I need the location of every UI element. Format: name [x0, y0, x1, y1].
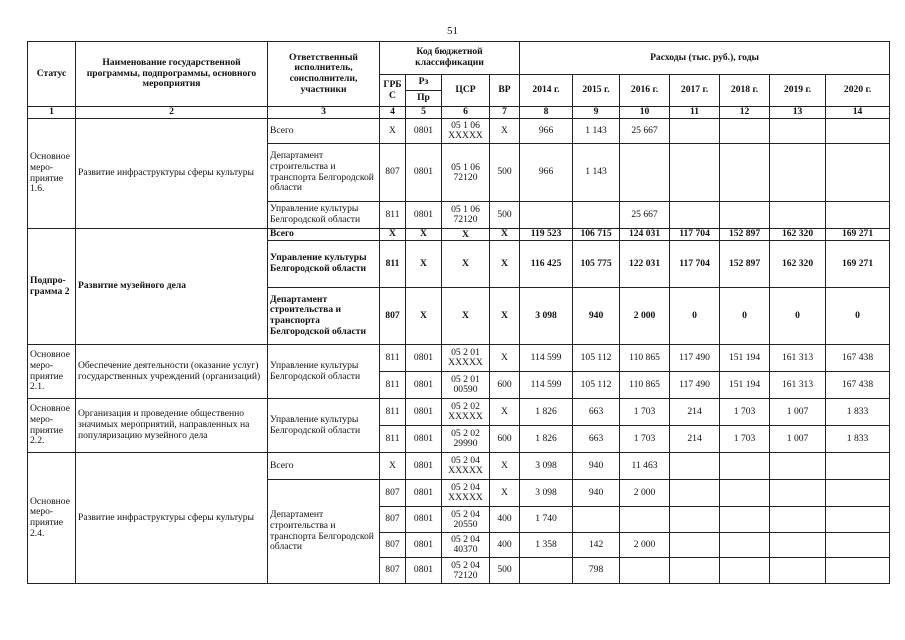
expense-value-cell [826, 480, 890, 507]
expense-value-cell: 105 112 [573, 372, 620, 399]
csr-cell: 05 2 02 29990 [442, 426, 490, 453]
grbs-cell: Х [380, 453, 406, 480]
expense-value-cell [826, 533, 890, 558]
column-numbers-row [28, 107, 890, 119]
expense-value-cell [770, 507, 826, 533]
header-year: 2019 г. [770, 75, 826, 107]
grbs-cell: 811 [380, 241, 406, 288]
expense-value-cell: 1 833 [826, 399, 890, 426]
header-vr: ВР [490, 75, 520, 107]
expense-value-cell: 119 523 [520, 229, 573, 241]
expense-value-cell: 151 194 [720, 345, 770, 372]
responsible-cell: Департамент строительства и транспорта Белгородской области [268, 480, 380, 584]
csr-cell: 05 1 06 72120 [442, 202, 490, 229]
rzpr-cell: 0801 [406, 533, 442, 558]
expense-value-cell [770, 480, 826, 507]
column-number: 9 [573, 107, 620, 119]
expense-value-cell: 2 000 [620, 533, 670, 558]
expense-value-cell: 214 [670, 399, 720, 426]
expense-value-cell: 110 865 [620, 372, 670, 399]
expense-value-cell [826, 119, 890, 144]
expense-value-cell: 161 313 [770, 345, 826, 372]
expense-value-cell: 106 715 [573, 229, 620, 241]
vr-cell: Х [490, 229, 520, 241]
responsible-cell: Управление культуры Белгородской области [268, 241, 380, 288]
column-number: 4 [380, 107, 406, 119]
expense-value-cell: 1 740 [520, 507, 573, 533]
grbs-cell: 807 [380, 480, 406, 507]
expense-value-cell: 1 703 [620, 399, 670, 426]
expense-value-cell [670, 480, 720, 507]
header-budget-code: Код бюджетной классификации [380, 42, 520, 75]
expense-value-cell [670, 119, 720, 144]
csr-cell: 05 1 06 ХХХХХ [442, 119, 490, 144]
expense-value-cell: 162 320 [770, 241, 826, 288]
column-number: 8 [520, 107, 573, 119]
expense-value-cell: 1 833 [826, 426, 890, 453]
table-row [28, 399, 890, 426]
expense-value-cell [670, 144, 720, 202]
responsible-cell: Всего [268, 453, 380, 480]
expense-value-cell: 116 425 [520, 241, 573, 288]
expense-value-cell: 2 000 [620, 288, 670, 345]
expense-value-cell: 1 703 [620, 426, 670, 453]
expense-value-cell: 3 098 [520, 288, 573, 345]
responsible-cell: Всего [268, 229, 380, 241]
rzpr-cell: 0801 [406, 119, 442, 144]
expense-value-cell: 966 [520, 119, 573, 144]
expense-value-cell: 167 438 [826, 345, 890, 372]
name-cell: Развитие инфраструктуры сферы культуры [76, 119, 268, 229]
expense-value-cell: 663 [573, 426, 620, 453]
expense-value-cell [670, 453, 720, 480]
expense-value-cell [670, 558, 720, 584]
expense-value-cell: 124 031 [620, 229, 670, 241]
column-number: 5 [406, 107, 442, 119]
grbs-cell: 811 [380, 399, 406, 426]
grbs-cell: 811 [380, 202, 406, 229]
status-cell: Подпро-грамма 2 [28, 229, 76, 345]
column-number: 12 [720, 107, 770, 119]
expense-value-cell: 3 098 [520, 453, 573, 480]
column-number: 13 [770, 107, 826, 119]
expense-value-cell: 117 490 [670, 345, 720, 372]
header-responsible: Ответственный исполнитель, соисполнители, участники [268, 42, 380, 107]
expense-value-cell [670, 507, 720, 533]
csr-cell: 05 2 04 40370 [442, 533, 490, 558]
grbs-cell: 807 [380, 144, 406, 202]
header-status: Статус [28, 42, 76, 107]
expense-value-cell [573, 507, 620, 533]
expense-value-cell: 142 [573, 533, 620, 558]
table-row [28, 229, 890, 241]
csr-cell: 05 2 01 ХХХХХ [442, 345, 490, 372]
expense-value-cell: 1 358 [520, 533, 573, 558]
rzpr-cell: 0801 [406, 453, 442, 480]
expense-value-cell: 110 865 [620, 345, 670, 372]
header-csr: ЦСР [442, 75, 490, 107]
expense-value-cell: 1 007 [770, 426, 826, 453]
expense-value-cell: 1 143 [573, 119, 620, 144]
responsible-cell: Департамент строительства и транспорта Белгородской области [268, 288, 380, 345]
table-row [28, 119, 890, 144]
expense-value-cell: 161 313 [770, 372, 826, 399]
expense-value-cell: 1 826 [520, 426, 573, 453]
expense-value-cell: 214 [670, 426, 720, 453]
expense-value-cell: 114 599 [520, 345, 573, 372]
rzpr-cell: Х [406, 241, 442, 288]
column-number: 11 [670, 107, 720, 119]
expense-value-cell [520, 202, 573, 229]
name-cell: Развитие музейного дела [76, 229, 268, 345]
header-year: 2015 г. [573, 75, 620, 107]
rzpr-cell: 0801 [406, 507, 442, 533]
header-year: 2020 г. [826, 75, 890, 107]
column-number: 1 [28, 107, 76, 119]
grbs-cell: 807 [380, 533, 406, 558]
expense-value-cell: 0 [720, 288, 770, 345]
vr-cell: Х [490, 453, 520, 480]
responsible-cell: Управление культуры Белгородской области [268, 202, 380, 229]
csr-cell: 05 2 04 ХХХХХ [442, 480, 490, 507]
expense-value-cell [826, 507, 890, 533]
vr-cell: 500 [490, 202, 520, 229]
responsible-cell: Департамент строительства и транспорта Белгородской области [268, 144, 380, 202]
expense-value-cell [620, 558, 670, 584]
expense-value-cell: 0 [770, 288, 826, 345]
vr-cell: Х [490, 119, 520, 144]
expense-value-cell [620, 507, 670, 533]
expense-value-cell [670, 533, 720, 558]
grbs-cell: 807 [380, 507, 406, 533]
expense-value-cell: 0 [826, 288, 890, 345]
expense-value-cell [770, 533, 826, 558]
name-cell: Обеспечение деятельности (оказание услуг) государственных учреждений (организаций) [76, 345, 268, 399]
expense-value-cell: 117 704 [670, 241, 720, 288]
column-number: 14 [826, 107, 890, 119]
csr-cell: 05 2 02 ХХХХХ [442, 399, 490, 426]
name-cell: Организация и проведение общественно значимых мероприятий, направленных на популяризацию музейного дела [76, 399, 268, 453]
rzpr-cell: 0801 [406, 399, 442, 426]
expense-value-cell: 167 438 [826, 372, 890, 399]
expense-value-cell [770, 144, 826, 202]
header-pr: Пр [406, 91, 442, 107]
header-name: Наименование государственной программы, подпрограммы, основного мероприятия [76, 42, 268, 107]
expense-value-cell: 1 826 [520, 399, 573, 426]
vr-cell: Х [490, 399, 520, 426]
header-year: 2014 г. [520, 75, 573, 107]
rzpr-cell: 0801 [406, 345, 442, 372]
expense-value-cell [826, 202, 890, 229]
rzpr-cell: 0801 [406, 558, 442, 584]
vr-cell: 500 [490, 144, 520, 202]
expense-value-cell [770, 558, 826, 584]
status-cell: Основное меро-приятие 1.6. [28, 119, 76, 229]
rzpr-cell: 0801 [406, 426, 442, 453]
column-number: 3 [268, 107, 380, 119]
table-row [28, 345, 890, 372]
grbs-cell: Х [380, 229, 406, 241]
vr-cell: 500 [490, 558, 520, 584]
expense-value-cell: 117 490 [670, 372, 720, 399]
column-number: 6 [442, 107, 490, 119]
expense-value-cell: 151 194 [720, 372, 770, 399]
header-grbs: ГРБ С [380, 75, 406, 107]
expense-value-cell: 169 271 [826, 229, 890, 241]
expense-value-cell: 966 [520, 144, 573, 202]
expense-value-cell: 11 463 [620, 453, 670, 480]
expense-value-cell: 940 [573, 288, 620, 345]
vr-cell: Х [490, 345, 520, 372]
header-year: 2018 г. [720, 75, 770, 107]
header-year: 2016 г. [620, 75, 670, 107]
expense-value-cell [826, 453, 890, 480]
expense-value-cell: 152 897 [720, 229, 770, 241]
vr-cell: Х [490, 288, 520, 345]
grbs-cell: 807 [380, 288, 406, 345]
expense-value-cell [520, 558, 573, 584]
vr-cell: 600 [490, 372, 520, 399]
expense-value-cell [770, 202, 826, 229]
expense-value-cell [670, 202, 720, 229]
responsible-cell: Управление культуры Белгородской области [268, 399, 380, 453]
expense-value-cell [720, 119, 770, 144]
column-number: 2 [76, 107, 268, 119]
rzpr-cell: 0801 [406, 372, 442, 399]
csr-cell: 05 2 04 ХХХХХ [442, 453, 490, 480]
expense-value-cell [720, 144, 770, 202]
expense-value-cell [720, 507, 770, 533]
budget-table [27, 41, 890, 584]
expense-value-cell: 1 703 [720, 399, 770, 426]
expense-value-cell [720, 480, 770, 507]
expense-value-cell: 3 098 [520, 480, 573, 507]
expense-value-cell [720, 453, 770, 480]
expense-value-cell: 2 000 [620, 480, 670, 507]
expense-value-cell [826, 144, 890, 202]
header-year: 2017 г. [670, 75, 720, 107]
table-row [28, 453, 890, 480]
expense-value-cell: 105 112 [573, 345, 620, 372]
expense-value-cell: 114 599 [520, 372, 573, 399]
page-number: 51 [447, 25, 458, 37]
csr-cell: 05 2 04 72120 [442, 558, 490, 584]
vr-cell: Х [490, 241, 520, 288]
expense-value-cell [573, 202, 620, 229]
expense-value-cell: 798 [573, 558, 620, 584]
expense-value-cell [770, 453, 826, 480]
expense-value-cell: 1 143 [573, 144, 620, 202]
expense-value-cell: 105 775 [573, 241, 620, 288]
expense-value-cell: 25 667 [620, 202, 670, 229]
expense-value-cell [720, 558, 770, 584]
expense-value-cell [770, 119, 826, 144]
csr-cell: Х [442, 229, 490, 241]
name-cell: Развитие инфраструктуры сферы культуры [76, 453, 268, 584]
column-number: 7 [490, 107, 520, 119]
expense-value-cell: 1 703 [720, 426, 770, 453]
csr-cell: Х [442, 241, 490, 288]
rzpr-cell: 0801 [406, 144, 442, 202]
expense-value-cell: 0 [670, 288, 720, 345]
vr-cell: Х [490, 480, 520, 507]
grbs-cell: 811 [380, 426, 406, 453]
csr-cell: 05 2 04 20550 [442, 507, 490, 533]
csr-cell: Х [442, 288, 490, 345]
rzpr-cell: 0801 [406, 480, 442, 507]
header-rz: Рз [406, 75, 442, 91]
rzpr-cell: Х [406, 229, 442, 241]
expense-value-cell [720, 533, 770, 558]
expense-value-cell: 122 031 [620, 241, 670, 288]
table-body [28, 42, 890, 584]
expense-value-cell [620, 144, 670, 202]
header-expenses: Расходы (тыс. руб.), годы [520, 42, 890, 75]
responsible-cell: Всего [268, 119, 380, 144]
expense-value-cell: 940 [573, 453, 620, 480]
status-cell: Основное меро-приятие 2.1. [28, 345, 76, 399]
grbs-cell: Х [380, 119, 406, 144]
rzpr-cell: 0801 [406, 202, 442, 229]
expense-value-cell: 169 271 [826, 241, 890, 288]
grbs-cell: 811 [380, 372, 406, 399]
expense-value-cell: 940 [573, 480, 620, 507]
responsible-cell: Управление культуры Белгородской области [268, 345, 380, 399]
vr-cell: 400 [490, 507, 520, 533]
status-cell: Основное меро-приятие 2.4. [28, 453, 76, 584]
expense-value-cell: 663 [573, 399, 620, 426]
rzpr-cell: Х [406, 288, 442, 345]
csr-cell: 05 1 06 72120 [442, 144, 490, 202]
vr-cell: 400 [490, 533, 520, 558]
expense-value-cell [720, 202, 770, 229]
expense-value-cell [826, 558, 890, 584]
vr-cell: 600 [490, 426, 520, 453]
expense-value-cell: 117 704 [670, 229, 720, 241]
status-cell: Основное меро-приятие 2.2. [28, 399, 76, 453]
grbs-cell: 807 [380, 558, 406, 584]
grbs-cell: 811 [380, 345, 406, 372]
expense-value-cell: 152 897 [720, 241, 770, 288]
expense-value-cell: 1 007 [770, 399, 826, 426]
column-number: 10 [620, 107, 670, 119]
csr-cell: 05 2 01 00590 [442, 372, 490, 399]
expense-value-cell: 25 667 [620, 119, 670, 144]
expense-value-cell: 162 320 [770, 229, 826, 241]
